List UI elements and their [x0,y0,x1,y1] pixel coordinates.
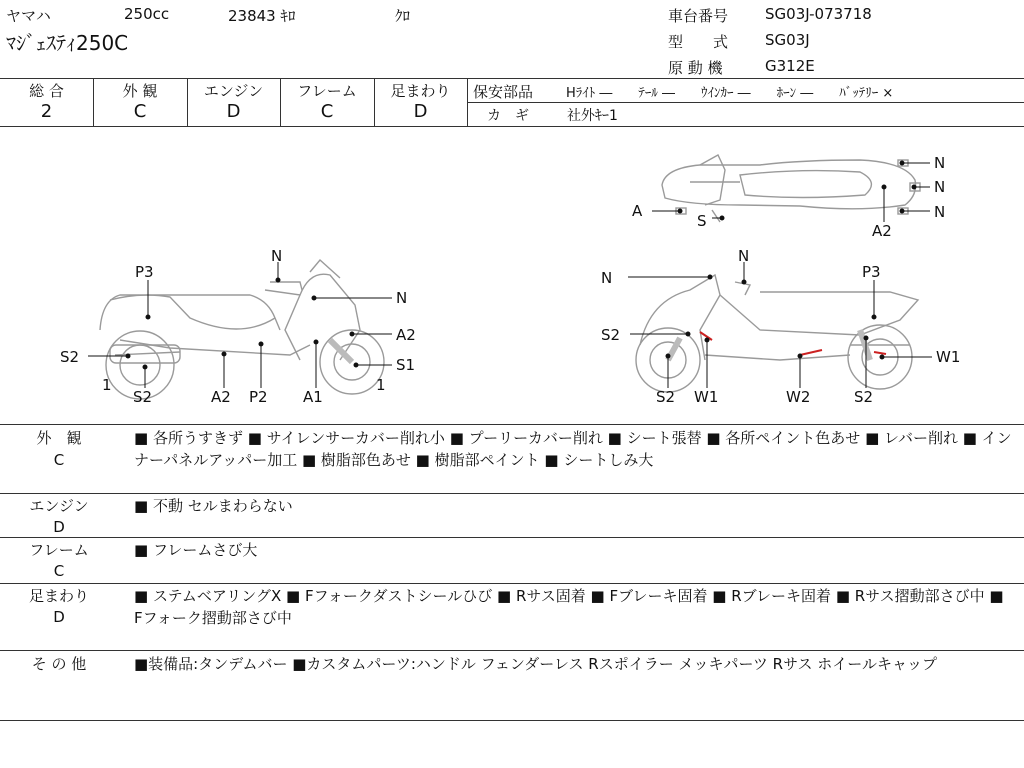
label-n-screen-right: N [601,269,613,287]
type-value: SG03J [765,31,810,49]
engine-label: エンジン [203,82,264,100]
label-p3-left: P3 [135,263,154,281]
frame-grade: C [320,101,334,122]
key-label: カ ギ [487,108,529,124]
section-frame-grade: C [53,562,65,580]
section-other-label: そ の 他 [31,655,87,673]
engine-model-label: 原 動 機 [668,59,723,77]
label-n-mirror-left: N [271,247,283,265]
label-w1-bottom-right: W1 [694,388,719,406]
label-n-mirror-right: N [738,247,750,265]
engine-model: G312E [765,57,815,75]
key-value: 社外ｷｰ1 [567,108,618,124]
safety-parts-label: 保安部品 [473,83,534,101]
label-one-front-left: 1 [376,376,386,394]
engine-grade: D [226,101,241,122]
section-exterior-grade: C [53,451,65,469]
frame-number: SG03J-073718 [765,5,872,23]
frame-number-label: 車台番号 [668,7,729,25]
label-s2-bottom-right-front: S2 [656,388,676,406]
section-engine-text: ■ 不動 セルまわらない [134,497,293,515]
section-suspension-label: 足まわり [28,587,89,605]
section-exterior-text: ■ 各所うすきず ■ サイレンサーカバー削れ小 ■ プーリーカバー削れ ■ シート張替 ■ 各所ペイント色あせ ■ レバー削れ ■ インナーパネルアッパー加工 ■ 樹脂部色あせ ■ 樹脂部ペイント ■ シートしみ大 [134,429,1012,469]
label-s2-bottom-right-rear: S2 [854,388,874,406]
label-s2-rear-left: S2 [60,348,80,366]
frame-label: フレーム [297,82,357,100]
label-a2-top: A2 [872,222,892,240]
label-a2-bottom-left: A2 [211,388,231,406]
section-exterior-label: 外 観 [36,429,82,447]
overall-grade: 2 [40,101,53,122]
type-label: 型 式 [668,33,729,51]
maker: ヤマハ [6,7,51,25]
label-p2-left: P2 [249,388,268,406]
label-n-top-2: N [934,178,946,196]
exterior-grade: C [133,101,147,122]
section-frame-label: フレーム [29,541,89,559]
damage-diagram [0,127,1024,424]
section-other-text: ■装備品:タンデムバー ■カスタムパーツ:ハンドル フェンダーレス Rスポイラー メッキパーツ Rサス ホイールキャップ [134,655,937,673]
label-s-top: S [697,212,707,230]
mileage: 23843 ｷﾛ [228,7,296,25]
section-engine-label: エンジン [29,497,89,515]
model-name: ﾏｼﾞｪｽﾃｨ250C [6,31,129,55]
label-p3-right: P3 [862,263,881,281]
exterior-label: 外 観 [122,82,158,100]
suspension-label: 足まわり [390,82,451,100]
label-w2-right: W2 [786,388,811,406]
section-suspension-text: ■ ステムベアリングX ■ Fフォークダストシールひび ■ Rサス固着 ■ Fブレーキ固着 ■ Rブレーキ固着 ■ Rサス摺動部さび中 ■ Fフォーク摺動部さび中 [134,587,1004,627]
suspension-grade: D [413,101,428,122]
section-frame-text: ■ フレームさび大 [134,541,258,559]
section-suspension-grade: D [53,608,65,626]
label-a-top: A [632,202,643,220]
label-n-top-3: N [934,203,946,221]
displacement: 250cc [124,5,170,23]
label-s2-bottom-left: S2 [133,388,153,406]
overall-label: 総 合 [29,82,64,100]
safety-parts-items: Hﾗｲﾄ ― ﾃｰﾙ ― ｳｲﾝｶｰ ― ﾎｰﾝ ― ﾊﾞｯﾃﾘｰ × [566,86,894,101]
label-a1-left: A1 [303,388,323,406]
label-one-rear-left: 1 [102,376,112,394]
label-w1-rear-right: W1 [936,348,961,366]
label-a2-front-left: A2 [396,326,416,344]
label-s1-left: S1 [396,356,416,374]
label-s2-front-right: S2 [601,326,621,344]
label-n-screen-left: N [396,289,408,307]
label-n-top-1: N [934,154,946,172]
color: ｸﾛ [395,7,411,25]
section-engine-grade: D [53,518,65,536]
